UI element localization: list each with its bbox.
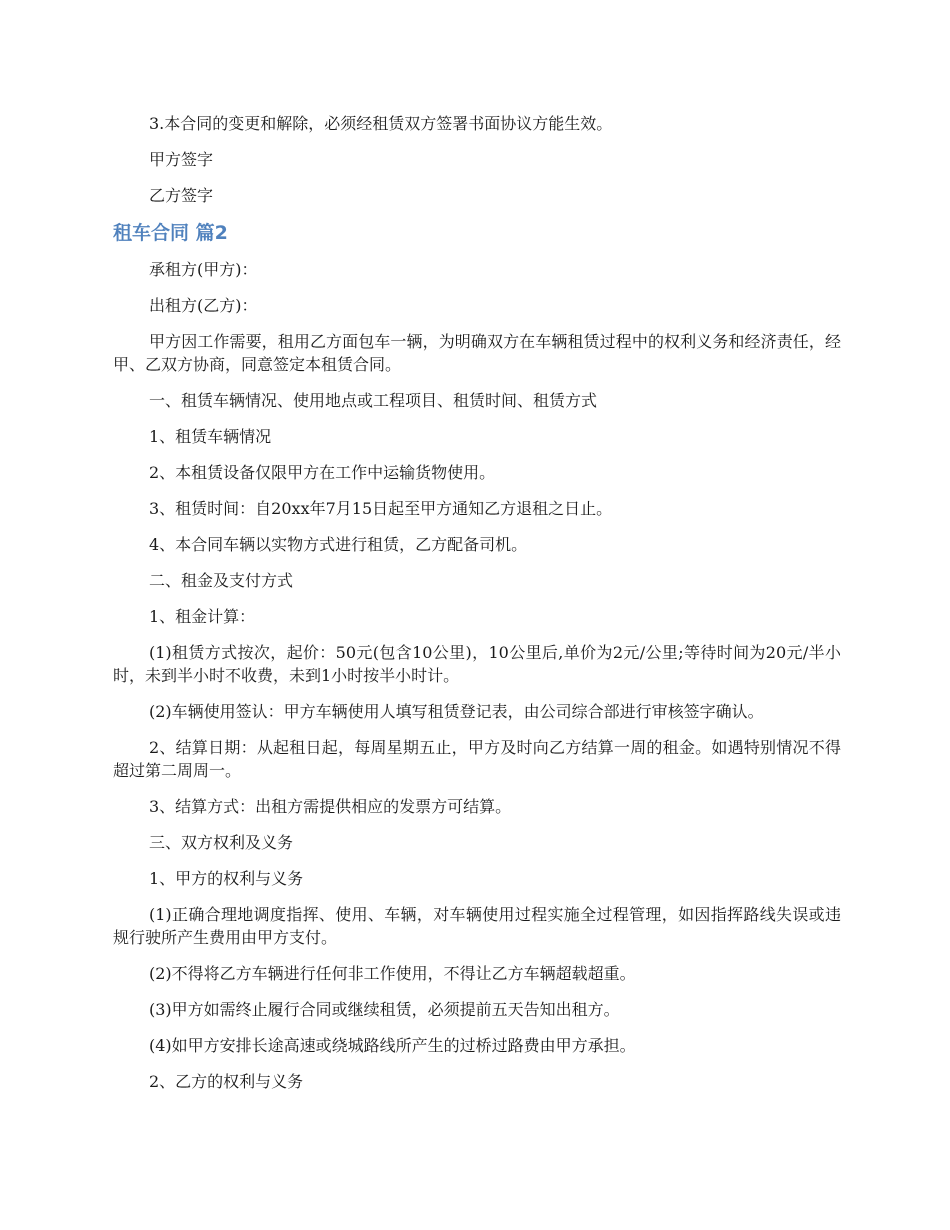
paragraph: (4)如甲方安排长途高速或绕城路线所产生的过桥过路费由甲方承担。 — [149, 1036, 636, 1055]
paragraph: 承租方(甲方)： — [149, 260, 258, 279]
paragraph: 3、结算方式：出租方需提供相应的发票方可结算。 — [149, 797, 512, 816]
paragraph: 4、本合同车辆以实物方式进行租赁，乙方配备司机。 — [149, 535, 528, 554]
paragraph: 2、本租赁设备仅限甲方在工作中运输货物使用。 — [149, 463, 496, 482]
paragraph: (1)正确合理地调度指挥、使用、车辆，对车辆使用过程实施全过程管理，如因指挥路线失误或违规行驶所产生费用由甲方支付。 — [113, 905, 841, 947]
paragraph: 2、乙方的权利与义务 — [149, 1072, 304, 1091]
paragraph: 三、双方权利及义务 — [149, 833, 294, 852]
paragraph: (1)租赁方式按次，起价：50元(包含10公里)，10公里后,单价为2元/公里;等待时间为20元/半小时，未到半小时不收费，未到1小时按半小时计。 — [113, 643, 841, 685]
paragraph: 1、甲方的权利与义务 — [149, 869, 304, 888]
paragraph: 1、租金计算： — [149, 607, 256, 626]
paragraph: 一、租赁车辆情况、使用地点或工程项目、租赁时间、租赁方式 — [149, 391, 598, 410]
paragraph: 1、租赁车辆情况 — [149, 427, 272, 446]
paragraph: (3)甲方如需终止履行合同或继续租赁，必须提前五天告知出租方。 — [149, 1000, 620, 1019]
party-a-signature: 甲方签字 — [149, 150, 214, 169]
section-heading: 租车合同 篇2 — [113, 222, 228, 244]
paragraph: 2、结算日期：从起租日起，每周星期五止，甲方及时向乙方结算一周的租金。如遇特别情况不得超过第二周周一。 — [113, 738, 841, 780]
document-body — [113, 112, 841, 1106]
party-b-signature: 乙方签字 — [149, 186, 214, 205]
paragraph: 3、租赁时间：自20xx年7月15日起至甲方通知乙方退租之日止。 — [149, 499, 613, 518]
paragraph: 出租方(乙方)： — [149, 296, 258, 315]
paragraph: (2)车辆使用签认：甲方车辆使用人填写租赁登记表，由公司综合部进行审核签字确认。 — [149, 702, 764, 721]
clause-amendment: 3.本合同的变更和解除，必须经租赁双方签署书面协议方能生效。 — [149, 114, 613, 133]
paragraph: 二、租金及支付方式 — [149, 571, 294, 590]
paragraph: (2)不得将乙方车辆进行任何非工作使用，不得让乙方车辆超载超重。 — [149, 964, 636, 983]
paragraph: 甲方因工作需要，租用乙方面包车一辆，为明确双方在车辆租赁过程中的权利义务和经济责任，经甲、乙双方协商，同意签定本租赁合同。 — [113, 332, 841, 374]
